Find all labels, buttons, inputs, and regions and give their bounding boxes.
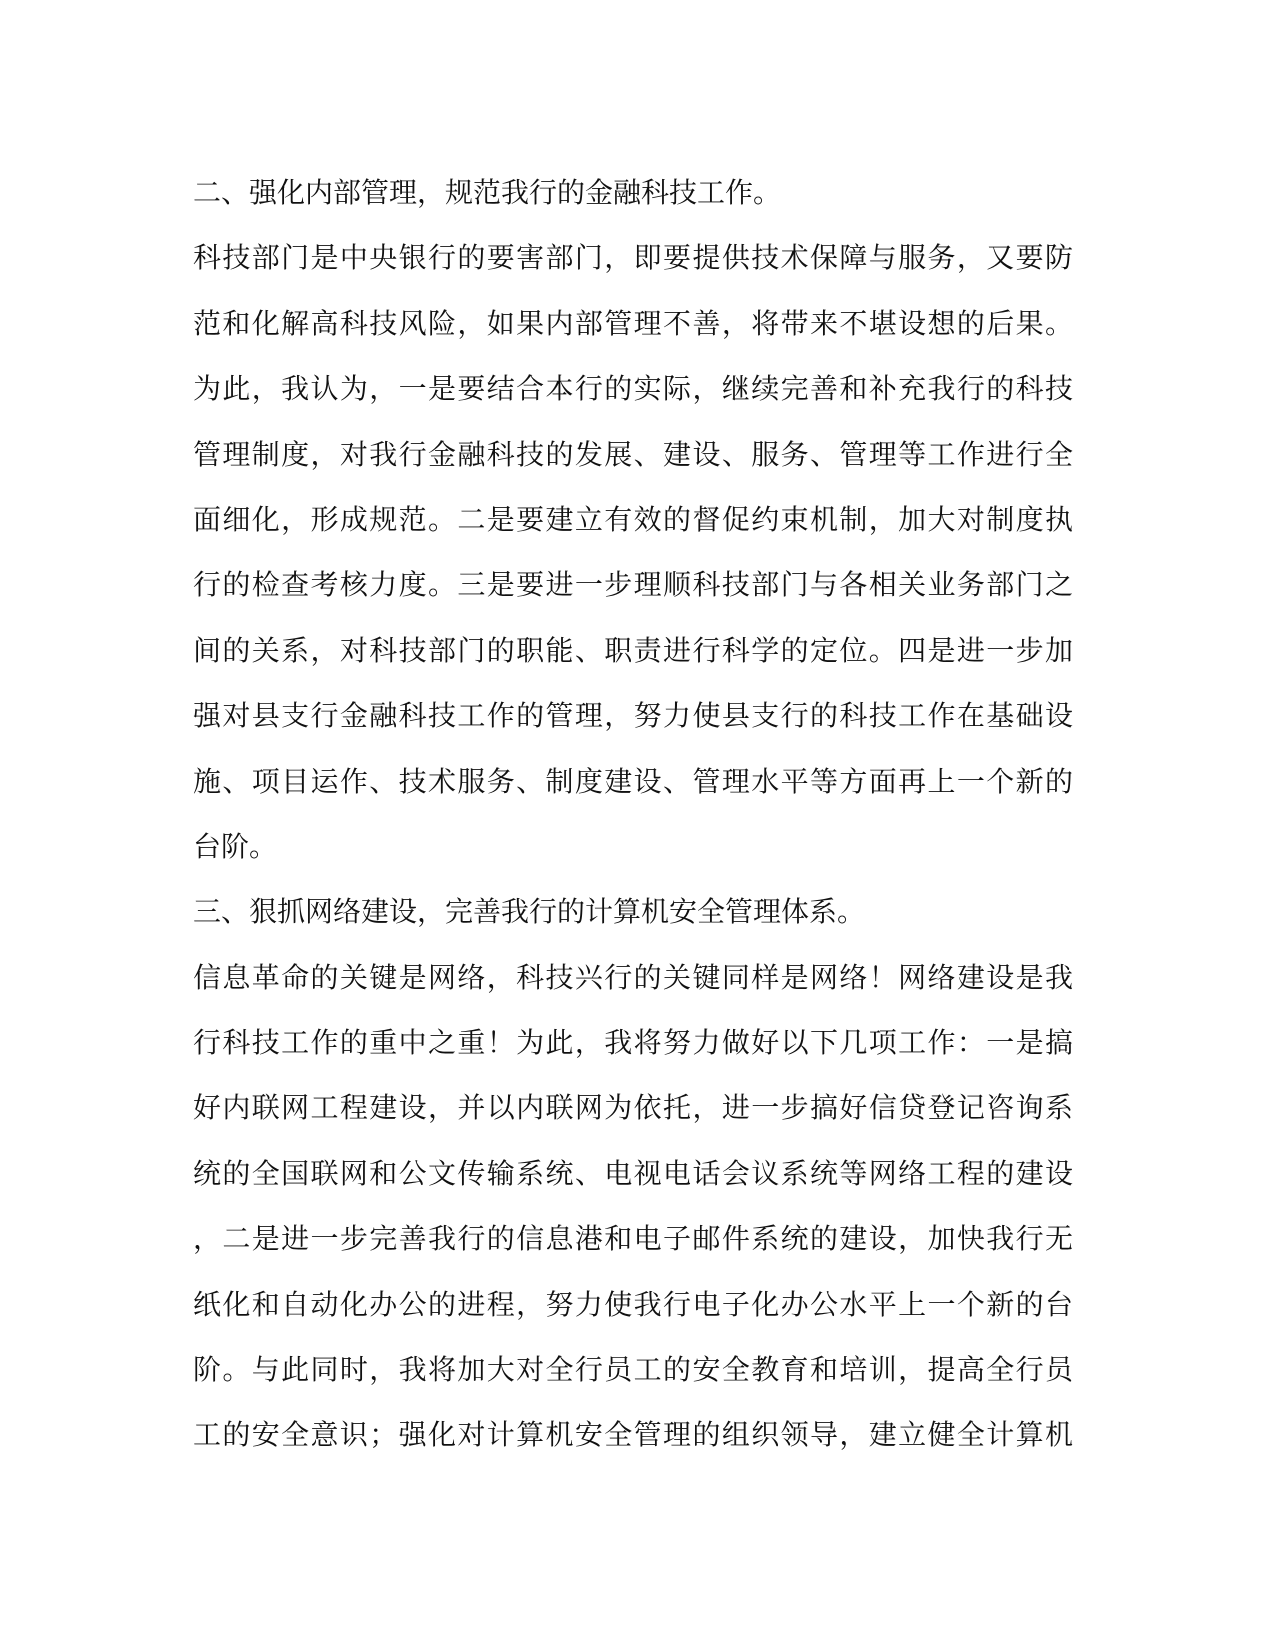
- text-line: 间的关系，对科技部门的职能、职责进行科学的定位。四是进一步加: [193, 633, 1073, 667]
- text-line: 为此，我认为，一是要结合本行的实际，继续完善和补充我行的科技: [193, 372, 1073, 406]
- text-line: 信息革命的关键是网络，科技兴行的关键同样是网络！网络建设是我: [193, 960, 1073, 994]
- text-line: ，二是进一步完善我行的信息港和电子邮件系统的建设，加快我行无: [193, 1222, 1073, 1256]
- text-line: 强对县支行金融科技工作的管理，努力使县支行的科技工作在基础设: [193, 699, 1073, 733]
- text-line: 工的安全意识；强化对计算机安全管理的组织领导，建立健全计算机: [193, 1418, 1073, 1452]
- text-line: 好内联网工程建设，并以内联网为依托，进一步搞好信贷登记咨询系: [193, 1091, 1073, 1125]
- text-line: 科技部门是中央银行的要害部门，即要提供技术保障与服务，又要防: [193, 241, 1073, 275]
- text-line: 阶。与此同时，我将加大对全行员工的安全教育和培训，提高全行员: [193, 1353, 1073, 1387]
- section-heading-3: 三、狠抓网络建设，完善我行的计算机安全管理体系。: [193, 895, 866, 929]
- text-line: 范和化解高科技风险，如果内部管理不善，将带来不堪设想的后果。: [193, 306, 1073, 340]
- section-heading-2: 二、强化内部管理，规范我行的金融科技工作。: [193, 176, 782, 209]
- text-line: 行科技工作的重中之重！为此，我将努力做好以下几项工作：一是搞: [193, 1026, 1073, 1060]
- text-line: 面细化，形成规范。二是要建立有效的督促约束机制，加大对制度执: [193, 502, 1073, 536]
- text-line: 纸化和自动化办公的进程，努力使我行电子化办公水平上一个新的台: [193, 1287, 1073, 1321]
- text-line: 台阶。: [193, 829, 278, 863]
- text-line: 施、项目运作、技术服务、制度建设、管理水平等方面再上一个新的: [193, 764, 1073, 798]
- text-line: 统的全国联网和公文传输系统、电视电话会议系统等网络工程的建设: [193, 1156, 1073, 1190]
- text-line: 管理制度，对我行金融科技的发展、建设、服务、管理等工作进行全: [193, 437, 1073, 471]
- text-line: 行的检查考核力度。三是要进一步理顺科技部门与各相关业务部门之: [193, 568, 1073, 602]
- document-body: [193, 160, 1073, 1468]
